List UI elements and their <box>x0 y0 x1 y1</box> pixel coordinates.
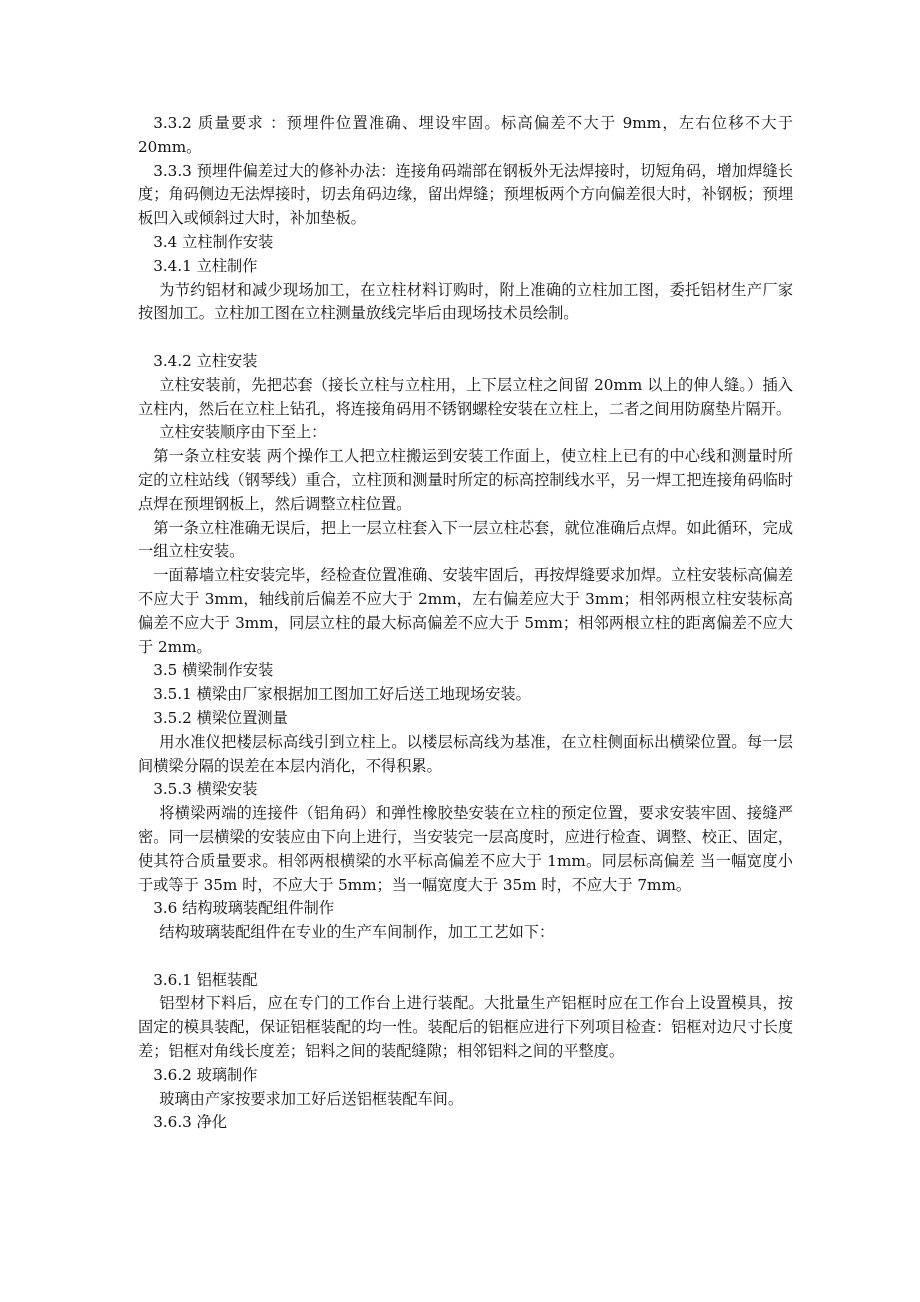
blank-line <box>138 326 793 350</box>
paragraph-glass-making: 玻璃由产家按要求加工好后送铝框装配车间。 <box>159 1089 464 1108</box>
heading-3-5-1: 3.5.1 横梁由厂家根据加工图加工好后送工地现场安装。 <box>153 685 531 704</box>
paragraph-frame-assembly: 铝型材下料后，应在专门的工作台上进行装配。大批量生产铝框时应在工作台上设置模具，按固定的模具装配，保证铝框装配的均一性。装配后的铝框应进行下列项目检查：铝框对边尺寸长度差；铝框对角线长度差；铝料之间的装配缝隙；相邻铝料之间的平整度。 <box>138 994 793 1061</box>
heading-3-4-1: 3.4.1 立柱制作 <box>153 256 258 275</box>
document-page <box>138 112 793 1135</box>
paragraph-install-order: 立柱安装顺序由下至上： <box>159 423 327 442</box>
heading-3-6: 3.6 结构玻璃装配组件制作 <box>153 899 335 918</box>
paragraph-3-3-3: 3.3.3 预埋件偏差过大的修补办法：连接角码端部在钢板外无法焊接时，切短角码，增加焊缝长度；角码侧边无法焊接时，切去角码边缘，留出焊缝；预埋板两个方向偏差很大时，补钢板；预埋板凹入或倾斜过大时，补加垫板。 <box>138 161 793 228</box>
heading-3-5-3: 3.5.3 横梁安装 <box>153 780 258 799</box>
blank-line <box>138 945 793 969</box>
paragraph-first-column: 第一条立柱安装 两个操作工人把立柱搬运到安装工作面上，使立柱上已有的中心线和测量时所定的立柱站线（钢琴线）重合，立柱顶和测量时所定的标高控制线水平，另一焊工把连接角码临时点焊在预埋钢板上，然后调整立柱位置。 <box>138 447 793 513</box>
paragraph-column-fabrication: 为节约铝材和减少现场加工，在立柱材料订购时，附上准确的立柱加工图，委托铝材生产厂家按图加工。立柱加工图在立柱测量放线完毕后由现场技术员绘制。 <box>138 280 793 323</box>
heading-3-5-2: 3.5.2 横梁位置测量 <box>153 708 288 727</box>
paragraph-glass-assembly: 结构玻璃装配组件在专业的生产车间制作，加工工艺如下： <box>159 923 555 942</box>
heading-3-5: 3.5 横梁制作安装 <box>153 661 274 680</box>
heading-3-4-2: 3.4.2 立柱安装 <box>153 351 258 370</box>
heading-3-6-3: 3.6.3 净化 <box>153 1113 228 1132</box>
heading-3-6-1: 3.6.1 铝框装配 <box>153 970 258 989</box>
paragraph-3-3-2: 3.3.2 质量要求 ：预埋件位置准确、埋设牢固。标高偏差不大于 9mm，左右位移不大于 20mm。 <box>138 114 793 156</box>
paragraph-column-tolerance: 一面幕墙立柱安装完毕，经检查位置准确、安装牢固后，再按焊缝要求加焊。立柱安装标高偏差不应大于 3mm，轴线前后偏差不应大于 2mm，左右偏差应大于 3mm；相邻两根立柱安装标高偏差不应大于 3mm，同层立柱的最大标高偏差不应大于 5mm；相邻两根立柱的距离偏差不应大于 2mm。 <box>138 566 793 656</box>
paragraph-column-install: 立柱安装前，先把芯套（接长立柱与立柱用，上下层立柱之间留 20mm 以上的伸人缝。）插入立柱内，然后在立柱上钻孔，将连接角码用不锈钢螺栓安装在立柱上，二者之间用防腐垫片隔开。 <box>138 375 793 418</box>
heading-3-4: 3.4 立柱制作安装 <box>153 232 274 251</box>
heading-3-6-2: 3.6.2 玻璃制作 <box>153 1065 258 1084</box>
paragraph-column-loop: 第一条立柱准确无误后，把上一层立柱套入下一层立柱芯套，就位准确后点焊。如此循环，完成一组立柱安装。 <box>138 518 793 561</box>
paragraph-beam-install: 将横梁两端的连接件（铝角码）和弹性橡胶垫安装在立柱的预定位置，要求安装牢固、接缝严密。同一层横梁的安装应由下向上进行，当安装完一层高度时，应进行检查、调整、校正、固定，使其符合质量要求。相邻两根横梁的水平标高偏差不应大于 1mm。同层标高偏差 当一幅宽度小于或等于 35m 时，不应大于 5mm；当一幅宽度大于 35m 时，不应大于 7mm。 <box>138 804 793 894</box>
paragraph-beam-measure: 用水准仪把楼层标高线引到立柱上。以楼层标高线为基准，在立柱侧面标出横梁位置。每一层间横梁分隔的误差在本层内消化，不得积累。 <box>138 732 793 775</box>
